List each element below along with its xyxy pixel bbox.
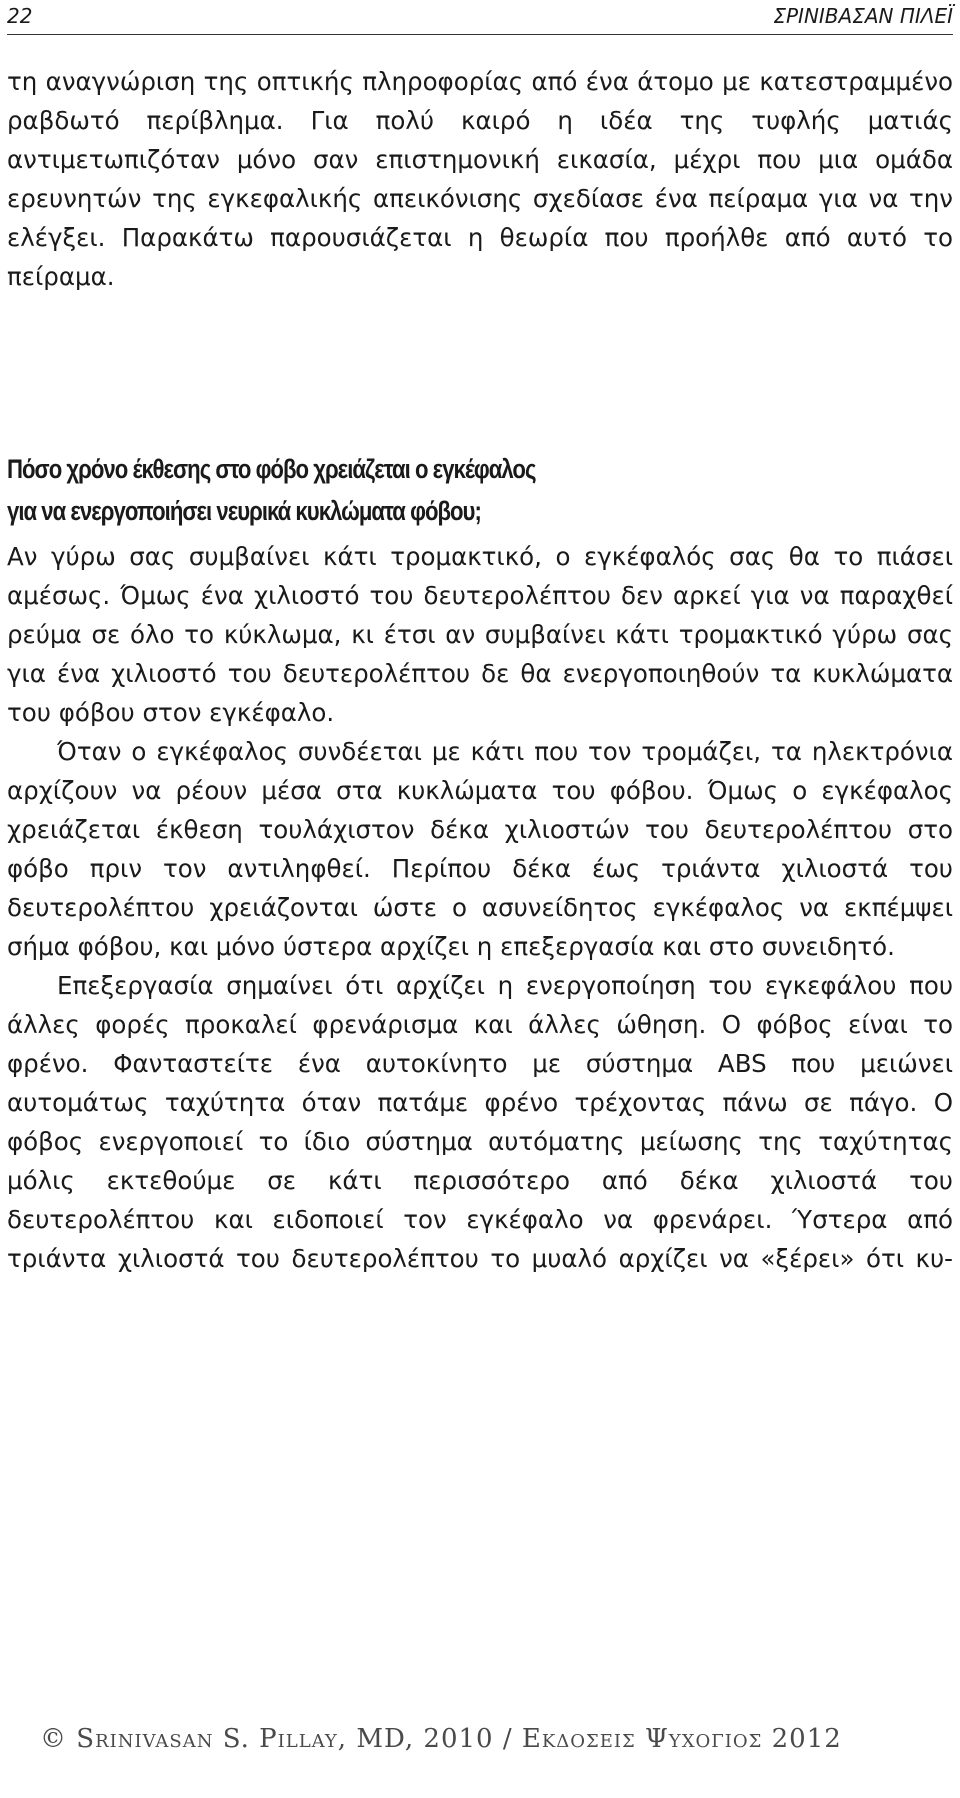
main-text-block — [7, 537, 953, 1278]
intro-paragraph: τη αναγνώριση της οπτικής πληροφορίας από ένα άτομο με κατεστραμμένο ραβδωτό περίβλημα. Για πολύ καιρό η ιδέα της τυφλής ματιάς αντιμετωπιζόταν μόνο σαν επιστημονική εικασία, μέχρι που μια ομάδα ερευνητών της εγκεφαλικής απεικόνισης σχεδίασε ένα πείραμα για να την ελέγξει. Παρακάτω παρουσιάζεται η θεωρία που προήλθε από αυτό το πείραμα. — [7, 67, 953, 291]
running-head-author: ΣΡΙΝΙΒΑΣΑΝ ΠΙΛΕΪ — [773, 4, 953, 28]
section-heading — [7, 448, 934, 532]
section-heading-line-2: για να ενεργοποιήσει νευρικά κυκλώματα φόβου; — [7, 496, 481, 526]
body-paragraph-1: Αν γύρω σας συμβαίνει κάτι τρομακτικό, ο εγκέφαλός σας θα το πιάσει αμέσως. Όμως ένα χιλιοστό του δευτερολέπτου δεν αρκεί για να παραχθεί ρεύμα σε όλο το κύκλωμα, κι έτσι αν συμβαίνει κάτι τρομακτικό γύρω σας για ένα χιλιοστό του δευτερολέπτου δε θα ενεργοποιηθούν τα κυκλώματα του φόβου στον εγκέφαλο. — [7, 542, 953, 727]
page-number: 22 — [7, 4, 33, 28]
body-paragraph-3: Επεξεργασία σημαίνει ότι αρχίζει η ενεργοποίηση του εγκεφάλου που άλλες φορές προκαλεί φρενάρισμα και άλλες ώθηση. Ο φόβος είναι το φρένο. Φανταστείτε ένα αυτοκίνητο με σύστημα ABS που μειώνει αυτομάτως ταχύτητα όταν πατάμε φρένο τρέχοντας πάνω σε πάγο. Ο φόβος ενεργοποιεί το ίδιο σύστημα αυτόματης μείωσης της ταχύτητας μόλις εκτεθούμε σε κάτι περισσότερο από δέκα χιλιοστά του δευτερολέπτου και ειδοποιεί τον εγκέφαλο να φρενάρει. Ύστερα από τριάντα χιλιοστά του δευτερολέπτου το μυαλό αρχίζει να «ξέρει» ότι κυ- — [7, 971, 953, 1273]
section-heading-line-1: Πόσο χρόνο έκθεσης στο φόβο χρειάζεται ο εγκέφαλος — [7, 454, 536, 484]
intro-text-block — [7, 62, 953, 296]
body-paragraph-2: Όταν ο εγκέφαλος συνδέεται με κάτι που τον τρομάζει, τα ηλεκτρόνια αρχίζουν να ρέουν μέσα στα κυκλώματα του φόβου. Όμως ο εγκέφαλος χρειάζεται έκθεση τουλάχιστον δέκα χιλιοστών του δευτερολέπτου στο φόβο πριν τον αντιληφθεί. Περίπου δέκα έως τριάντα χιλιοστά του δευτερολέπτου χρειάζονται ώστε ο ασυνείδητος εγκέφαλος να εκπέμψει σήμα φόβου, και μόνο ύστερα αρχίζει η επεξεργασία και στο συνειδητό. — [7, 737, 953, 961]
copyright-footer: © Srinivasan S. Pillay, MD, 2010 / Εκδοσεις Ψυχογιος 2012 — [40, 1724, 842, 1754]
page-header — [7, 2, 953, 35]
